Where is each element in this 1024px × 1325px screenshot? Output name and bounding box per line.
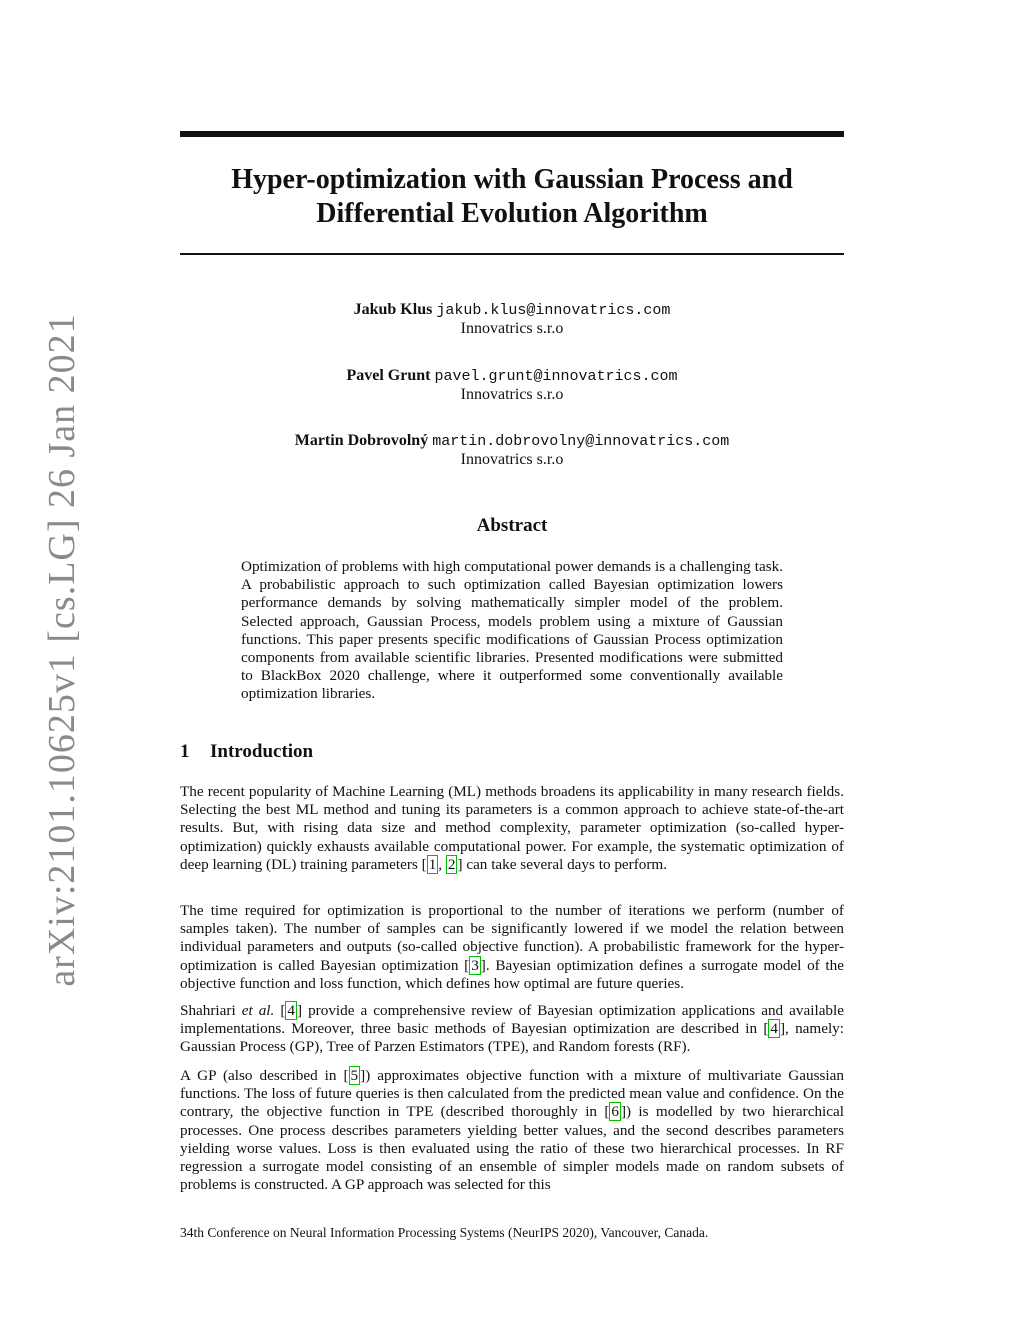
paragraph (180, 902, 844, 993)
author-email[interactable]: jakub.klus@innovatrics.com (436, 302, 671, 319)
author-block (180, 432, 844, 469)
title-bottom-rule (180, 253, 844, 255)
paragraph-text: ]. Bayesian optimization defines a surrogate model of the objective function and loss function, which defines how optimal are future queries. (180, 956, 844, 992)
author-affiliation: Innovatrics s.r.o (460, 320, 564, 337)
author-name: Pavel Grunt (346, 367, 431, 384)
paper-title (180, 163, 844, 231)
conference-footnote: 34th Conference on Neural Information Processing Systems (NeurIPS 2020), Vancouver, Canada. (180, 1225, 709, 1240)
paragraph-text: A GP (also described in [ (180, 1067, 349, 1084)
author-block (180, 367, 844, 404)
author-affiliation: Innovatrics s.r.o (460, 451, 564, 468)
citation-link[interactable]: 1 (428, 855, 437, 873)
paragraph-text: Shahriari (180, 1002, 242, 1019)
title-line-2: Differential Evolution Algorithm (316, 198, 708, 229)
author-name: Martin Dobrovolný (294, 432, 429, 449)
paragraph-text: ] provide a comprehensive review of Bayesian optimization applications and available implementations. Moreover, three basic methods of Bayesian optimization are described in [ (180, 1002, 844, 1038)
paragraph-text: ]) approximates objective function with a mixture of multivariate Gaussian functions. The loss of future queries is then calculated from the predicted mean value and confidence. On the contrary, the objective function in TPE (described thoroughly in [ (180, 1067, 844, 1121)
citation-link[interactable]: 5 (350, 1067, 359, 1084)
paragraph-text: , (438, 855, 446, 873)
author-block (180, 301, 844, 338)
author-email[interactable]: martin.dobrovolny@innovatrics.com (432, 433, 730, 450)
paragraph-text: The time required for optimization is proportional to the number of iterations we perform (number of samples taken). The number of samples can be significantly lowered if we model the relation between individual parameters and outputs (so-called objective function). A probabilistic framework for the hyper-optimization is called Bayesian optimization [ (180, 902, 844, 974)
citation-link[interactable]: 4 (287, 1002, 295, 1019)
paragraph-text: ] can take several days to perform. (457, 855, 668, 873)
citation-link[interactable]: 6 (611, 1103, 619, 1121)
citation-link[interactable]: 4 (770, 1020, 778, 1038)
section-heading (180, 741, 313, 763)
abstract-text: Optimization of problems with high computational power demands is a challenging task. A probabilistic approach to such optimization called Bayesian optimization lowers performance demands by solving mathematically simpler model of the problem. Selected approach, Gaussian Process, models problem using a mixture of Gaussian functions. This paper presents specific modifications of Gaussian Process optimization components from available scientific libraries. Presented modifications were submitted to BlackBox 2020 challenge, where it outperformed some conventionally available optimization libraries. (241, 558, 783, 703)
paragraph-text: [ (274, 1002, 286, 1019)
paragraph-text: ], namely: Gaussian Process (GP), Tree of Parzen Estimators (TPE), and Random forests (RF). (180, 1020, 844, 1056)
author-email[interactable]: pavel.grunt@innovatrics.com (434, 368, 678, 385)
paragraph-text: The recent popularity of Machine Learning (ML) methods broadens its applicability in many research fields. Selecting the best ML method and tuning its parameters is a common approach to achieve state-of-the-art results. But, with rising data size and method complexity, parameter optimization (so-called hyper-optimization) quickly exhausts available computational power. For example, the systematic optimization of deep learning (DL) training parameters [ (180, 783, 844, 873)
section-title: Introduction (210, 741, 314, 762)
author-affiliation: Innovatrics s.r.o (460, 386, 564, 403)
author-name: Jakub Klus (353, 301, 433, 318)
citation-link[interactable]: 2 (447, 855, 456, 873)
title-line-1: Hyper-optimization with Gaussian Process and (231, 164, 793, 195)
paragraph (180, 783, 844, 874)
title-top-rule (180, 131, 844, 137)
section-number: 1 (180, 741, 190, 762)
paragraph (180, 1002, 844, 1057)
abstract-heading: Abstract (476, 515, 548, 536)
paragraph-text: ]) is modelled by two hierarchical processes. One process describes parameters yielding better values, and the second describes parameters yielding worse values. Loss is then evaluated using the ratio of these two hierarchical processes. In RF regression a surrogate model consisting of an ensemble of simpler models made on random subsets of problems is constructed. A GP approach was selected for this (180, 1103, 844, 1194)
paragraph (180, 1067, 844, 1194)
arxiv-margin-identifier: arXiv:2101.10625v1 [cs.LG] 26 Jan 2021 (41, 313, 83, 987)
paragraph-text-italic: et al. (241, 1002, 275, 1019)
citation-link[interactable]: 3 (471, 956, 479, 974)
